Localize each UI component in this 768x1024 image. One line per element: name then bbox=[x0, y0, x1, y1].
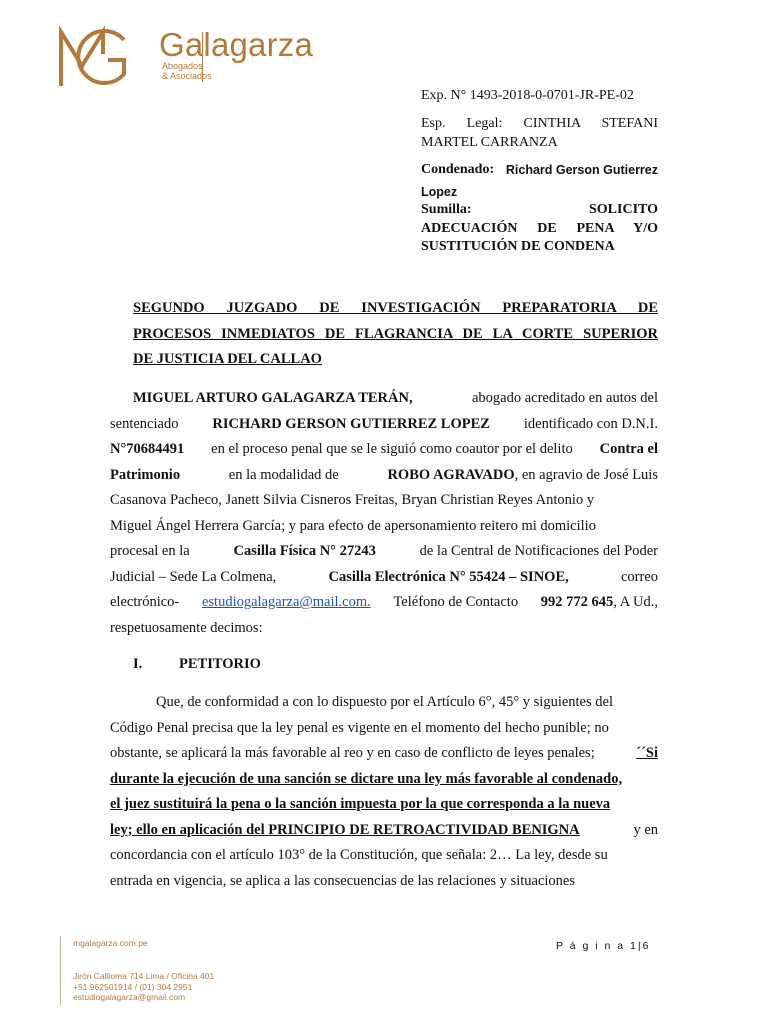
petitorio-paragraph bbox=[110, 690, 658, 894]
contact-phone: 992 772 645 bbox=[540, 594, 614, 610]
condenado-label: Condenado: bbox=[421, 162, 495, 177]
intro-line-9 bbox=[110, 590, 658, 616]
page-label: P á g i n a bbox=[556, 940, 626, 952]
petitorio-line-4 bbox=[110, 767, 658, 793]
mg-monogram-icon bbox=[58, 26, 128, 88]
section-title: PETITORIO bbox=[179, 656, 261, 672]
petitorio-line-8 bbox=[110, 869, 658, 895]
intro-text: respetuosamente decimos: bbox=[110, 619, 263, 636]
petitorio-text: Código Penal precisa que la ley penal es vigente en el momento del hecho punible; no bbox=[110, 719, 609, 736]
intro-text: electrónico- bbox=[110, 594, 180, 610]
sumilla-line-1 bbox=[421, 201, 658, 220]
email-link[interactable]: estudiogalagarza@mail.com. bbox=[201, 594, 371, 610]
court-line-3: DE JUSTICIA DEL CALLAO bbox=[133, 351, 322, 367]
petitorio-line-2 bbox=[110, 716, 658, 742]
footer-contact bbox=[73, 971, 214, 1003]
condenado-value: Richard Gerson Gutierrez bbox=[505, 163, 658, 177]
quoted-law: durante la ejecución de una sanción se dictare una ley más favorable al condenado, bbox=[110, 770, 623, 787]
intro-text: , en agravio de José Luis bbox=[514, 466, 658, 483]
intro-line-6 bbox=[110, 514, 658, 540]
intro-line-5 bbox=[110, 488, 658, 514]
casilla-fisica: Casilla Física N° 27243 bbox=[233, 543, 376, 559]
brand-name: Galagarza bbox=[159, 26, 314, 63]
petitorio-text: concordancia con el artículo 103° de la Constitución, que señala: 2… La ley, desde su bbox=[110, 847, 608, 863]
intro-text: , A Ud., bbox=[613, 594, 658, 610]
petitorio-line-6 bbox=[110, 818, 658, 844]
condenado-line-1 bbox=[421, 159, 658, 181]
especialista-line-1: Esp. Legal: CINTHIA STEFANI bbox=[421, 116, 658, 131]
footer-rule bbox=[60, 936, 61, 1006]
intro-text: de la Central de Notificaciones del Poder bbox=[419, 543, 658, 559]
crime-modality: ROBO AGRAVADO bbox=[387, 466, 515, 483]
court-heading bbox=[133, 296, 658, 373]
intro-line-8 bbox=[110, 565, 658, 591]
petitorio-text: y en bbox=[633, 821, 658, 838]
intro-text: en el proceso penal que se le siguió como coautor por el delito bbox=[211, 441, 573, 457]
intro-text: Miguel Ángel Herrera García; y para efecto de apersonamiento reitero mi domicilio bbox=[110, 517, 596, 534]
intro-text: abogado acreditado en autos del bbox=[471, 390, 658, 406]
sumilla-line-3: SUSTITUCIÓN DE CONDENA bbox=[421, 239, 615, 254]
intro-text: correo bbox=[620, 568, 658, 585]
intro-line-7 bbox=[110, 539, 658, 565]
especialista-line-2: MARTEL CARRANZA bbox=[421, 135, 558, 150]
intro-text: identificado con D.N.I. bbox=[523, 415, 658, 432]
sumilla-block bbox=[421, 201, 658, 257]
condenado-block bbox=[421, 159, 658, 203]
intro-text: Casanova Pacheco, Janett Silvia Cisneros Freitas, Bryan Christian Reyes Antonio y bbox=[110, 492, 595, 508]
intro-line-2 bbox=[110, 412, 658, 438]
brand-subtitle-line-1: Abogados bbox=[162, 61, 203, 71]
sentenced-name: RICHARD GERSON GUTIERREZ LOPEZ bbox=[212, 415, 490, 432]
sumilla-line-2: ADECUACIÓN DE PENA Y/O bbox=[421, 220, 658, 236]
footer-address: Jirón Callioma 714 Lima / Oficina 401 bbox=[73, 971, 215, 981]
crime-type: Contra el bbox=[599, 441, 658, 457]
intro-paragraph bbox=[110, 386, 658, 641]
intro-text: procesal en la bbox=[110, 543, 190, 559]
dni-number: N°70684491 bbox=[110, 441, 185, 457]
intro-text: Teléfono de Contacto bbox=[393, 594, 519, 610]
petitorio-line-7 bbox=[110, 843, 658, 869]
quoted-law: ley; ello en aplicación del PRINCIPIO DE RETROACTIVIDAD BENIGNA bbox=[110, 821, 580, 838]
footer-phones: +51 962501914 / (01) 304 2951 bbox=[73, 981, 193, 992]
quoted-law: el juez sustituirá la pena o la sanción impuesta por la que corresponda a la nueva bbox=[110, 796, 611, 812]
intro-line-4 bbox=[110, 463, 658, 489]
petitorio-text: Que, de conformidad a con lo dispuesto por el Artículo 6°, 45° y siguientes del bbox=[156, 694, 613, 710]
section-number: I. bbox=[133, 656, 143, 672]
footer-website[interactable]: mgalagarza.com.pe bbox=[73, 938, 148, 948]
expediente-number: Exp. N° 1493-2018-0-0701-JR-PE-02 bbox=[421, 88, 634, 103]
page-number: P á g i n a 1|6 bbox=[556, 940, 651, 952]
petitorio-line-1 bbox=[110, 690, 658, 716]
intro-line-10 bbox=[110, 616, 658, 642]
footer-email[interactable]: estudiogalagarza@gmail.com bbox=[73, 992, 186, 1002]
lawyer-name: MIGUEL ARTURO GALAGARZA TERÁN, bbox=[133, 390, 413, 406]
intro-text: Judicial – Sede La Colmena, bbox=[110, 568, 277, 585]
brand-subtitle-line-2: & Asociados bbox=[162, 71, 212, 81]
brand-logo bbox=[58, 26, 328, 90]
page-current: 1 bbox=[630, 940, 638, 952]
petitorio-line-5 bbox=[110, 792, 658, 818]
section-heading bbox=[133, 656, 261, 673]
intro-line-1 bbox=[110, 386, 658, 412]
especialista-legal bbox=[421, 114, 658, 152]
intro-line-3 bbox=[110, 437, 658, 463]
intro-text: en la modalidad de bbox=[228, 466, 339, 483]
intro-text: sentenciado bbox=[110, 415, 179, 432]
court-line-1: SEGUNDO JUZGADO DE INVESTIGACIÓN PREPARATORIA DE bbox=[133, 300, 658, 316]
petitorio-text: entrada en vigencia, se aplica a las consecuencias de las relaciones y situaciones bbox=[110, 872, 575, 889]
petitorio-line-3 bbox=[110, 741, 658, 767]
crime-type: Patrimonio bbox=[110, 466, 181, 483]
brand-subtitle bbox=[162, 61, 212, 81]
casilla-electronica: Casilla Electrónica N° 55424 – SINOE, bbox=[328, 568, 569, 585]
court-line-2: PROCESOS INMEDIATOS DE FLAGRANCIA DE LA CORTE SUPERIOR bbox=[133, 325, 658, 342]
sumilla-value: SOLICITO bbox=[589, 202, 658, 217]
petitorio-text: obstante, se aplicará la más favorable al reo y en caso de conflicto de leyes penales; bbox=[110, 745, 595, 761]
page-total: 6 bbox=[642, 940, 651, 952]
quoted-law: ´´Si bbox=[636, 745, 658, 761]
condenado-value-2: Lopez bbox=[421, 185, 458, 199]
sumilla-label: Sumilla: bbox=[421, 202, 472, 217]
